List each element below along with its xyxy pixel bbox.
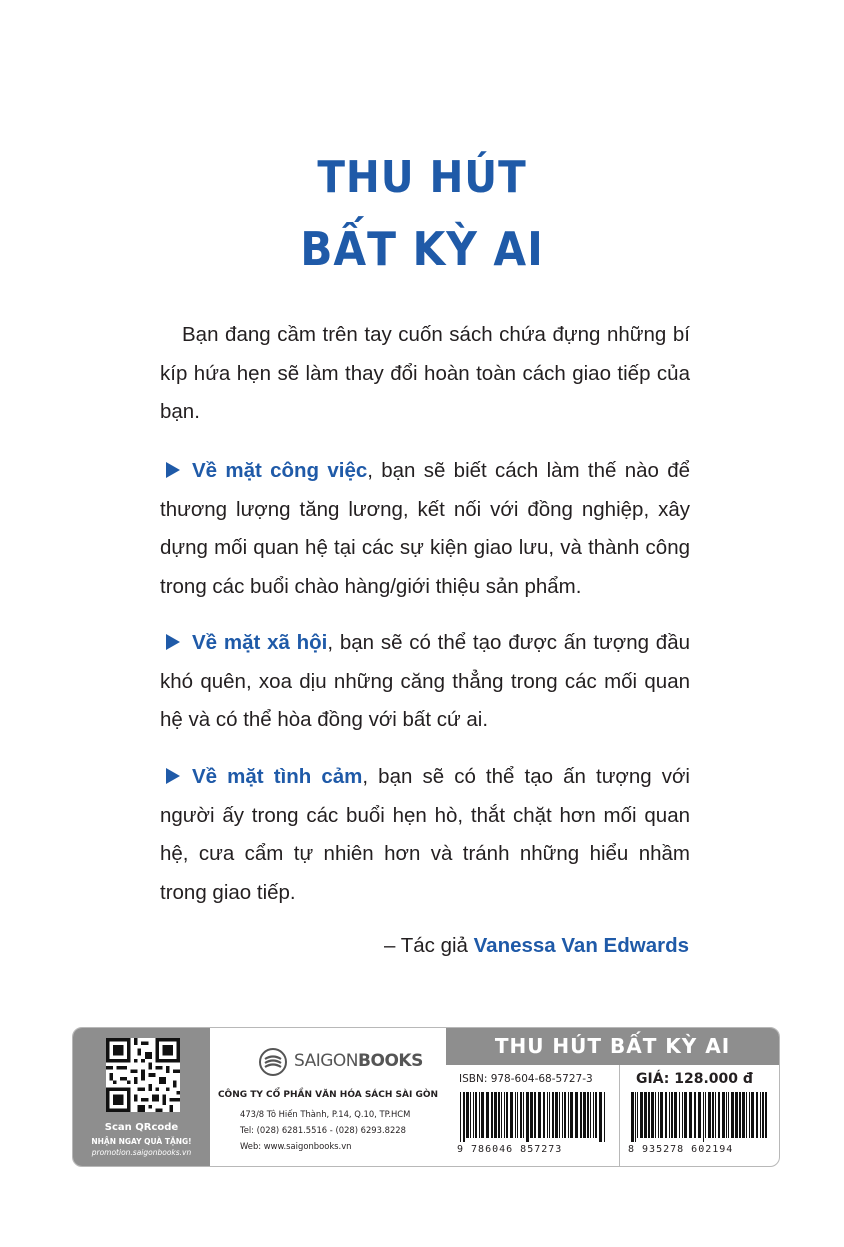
barcode-bar — [715, 1092, 716, 1138]
barcode-bar — [698, 1092, 701, 1138]
barcode-bar — [671, 1092, 673, 1138]
publisher-phone: Tel: (028) 6281.5516 - (028) 6293.8228 — [240, 1125, 406, 1135]
divider — [619, 1065, 620, 1166]
qr-caption: Scan QRcode — [104, 1122, 179, 1133]
barcode-bar — [722, 1092, 725, 1138]
barcode-bar — [587, 1092, 589, 1138]
barcode-bar — [470, 1092, 471, 1138]
barcode-bar — [475, 1092, 477, 1138]
barcode-bar — [593, 1092, 594, 1138]
barcode-bar — [526, 1092, 529, 1142]
barcode-bar — [739, 1092, 741, 1138]
barcode-bar — [651, 1092, 654, 1138]
author-name: Vanessa Van Edwards — [473, 934, 689, 957]
bullet-heading: Về mặt xã hội — [192, 631, 328, 654]
barcode-bar — [549, 1092, 550, 1138]
barcode-bar — [555, 1092, 558, 1138]
signature-prefix: – Tác giả — [383, 934, 468, 957]
barcode-bar — [760, 1092, 761, 1138]
barcode-bar — [655, 1092, 656, 1138]
price-label: GIÁ: 128.000 đ — [636, 1071, 753, 1087]
barcode-bar — [694, 1092, 696, 1138]
barcode-bar — [538, 1092, 541, 1138]
barcode-bar — [660, 1092, 663, 1138]
barcode-bar — [635, 1092, 636, 1142]
barcode-bar — [712, 1092, 714, 1138]
barcode-bar — [728, 1092, 729, 1138]
barcode-bar — [637, 1092, 638, 1138]
isbn-barcode-number: 9 786046 857273 — [457, 1144, 563, 1155]
barcode-bar — [604, 1092, 605, 1142]
book-title-banner: THU HÚT BẤT KỲ AI — [446, 1028, 779, 1065]
publisher-address: 473/8 Tô Hiến Thành, P.14, Q.10, TP.HCM — [240, 1109, 411, 1119]
barcode-bar — [552, 1092, 554, 1138]
barcode-bar — [595, 1092, 597, 1138]
barcode-bar — [762, 1092, 764, 1138]
barcode-bar — [648, 1092, 650, 1138]
barcode-bar — [751, 1092, 754, 1138]
barcode-bar — [583, 1092, 586, 1138]
publisher-section — [210, 1028, 446, 1166]
barcode-bar — [515, 1092, 516, 1138]
barcode-bar — [473, 1092, 474, 1138]
intro-paragraph: Bạn đang cầm trên tay cuốn sách chứa đựng những bí kíp hứa hẹn sẽ làm thay đổi hoàn toàn cách giao tiếp của bạn. — [160, 323, 690, 423]
barcode-bar — [501, 1092, 502, 1138]
bullet-social — [160, 624, 690, 740]
barcode-bar — [564, 1092, 566, 1138]
barcode-bar — [679, 1092, 680, 1138]
barcode-bar — [631, 1092, 634, 1142]
barcode-bar — [466, 1092, 469, 1138]
barcode-bar — [726, 1092, 727, 1138]
barcode-bar — [703, 1092, 704, 1142]
barcode-bar — [705, 1092, 706, 1138]
logo-wordmark: SAIGONBOOKS — [294, 1051, 423, 1071]
barcode-bar — [460, 1092, 461, 1142]
barcode-bar — [534, 1092, 536, 1138]
bullet-triangle-icon — [166, 634, 180, 650]
bullet-triangle-icon — [166, 768, 180, 784]
barcode-bar — [486, 1092, 489, 1138]
barcode-bar — [562, 1092, 563, 1138]
author-signature — [384, 934, 689, 958]
barcode-bar — [684, 1092, 687, 1138]
barcode-bar — [506, 1092, 508, 1138]
isbn-price-section — [446, 1028, 779, 1166]
barcode-bar — [682, 1092, 683, 1138]
barcode-bar — [669, 1092, 670, 1138]
barcode-bar — [640, 1092, 643, 1138]
bullet-triangle-icon — [166, 462, 180, 478]
barcode-bar — [491, 1092, 493, 1138]
barcode-bar — [580, 1092, 582, 1138]
qr-code-icon — [106, 1038, 180, 1112]
barcode-bar — [590, 1092, 591, 1138]
barcode-bar — [510, 1092, 513, 1138]
barcode-bar — [644, 1092, 647, 1138]
qr-url: promotion.saigonbooks.vn — [91, 1148, 192, 1157]
barcode-bar — [665, 1092, 667, 1138]
barcode-bar — [658, 1092, 659, 1138]
barcode-bar — [746, 1092, 747, 1138]
bullet-heading: Về mặt tình cảm — [192, 765, 363, 788]
bullet-text: , bạn sẽ có thể tạo ấn tượng với người ấy trong các buổi hẹn hò, thắt chặt hơn mối quan hệ, cưa cẩm tự nhiên hơn và tránh những hiểu nhầm trong giao tiếp. — [160, 765, 690, 904]
barcode-bar — [547, 1092, 548, 1138]
barcode-bar — [494, 1092, 497, 1138]
barcode-bar — [756, 1092, 758, 1138]
barcode-bar — [530, 1092, 533, 1138]
barcode-bar — [718, 1092, 720, 1138]
bullet-heading: Về mặt công việc — [192, 459, 368, 482]
bullet-work — [160, 452, 690, 606]
barcode-bar — [568, 1092, 569, 1138]
back-cover-info-panel — [72, 1027, 780, 1167]
barcode-bar — [735, 1092, 738, 1138]
barcode-bar — [463, 1092, 465, 1142]
barcode-bar — [559, 1092, 560, 1138]
barcode-bar — [517, 1092, 518, 1138]
barcode-bar — [479, 1092, 480, 1138]
product-barcode-number: 8 935278 602194 — [628, 1144, 734, 1155]
publisher-website: Web: www.saigonbooks.vn — [240, 1141, 352, 1151]
saigonbooks-logo-icon — [258, 1047, 288, 1077]
book-title-line-1: THU HÚT — [317, 152, 527, 203]
barcode-bar — [523, 1092, 524, 1138]
qr-promo-text: NHẬN NGAY QUÀ TẶNG! — [91, 1137, 192, 1146]
bullet-romance — [160, 758, 690, 912]
qr-section — [73, 1028, 210, 1166]
barcode-bar — [504, 1092, 505, 1138]
barcode-bar — [765, 1092, 767, 1138]
barcode-bar — [742, 1092, 745, 1138]
barcode-bar — [689, 1092, 692, 1138]
bullet-text: , bạn sẽ biết cách làm thế nào để thương lượng tăng lương, kết nối với đồng nghiệp, xây dựng mối quan hệ tại các sự kiện giao lưu, và thành công trong các buổi chào hàng/giới thiệu sản phẩm. — [160, 459, 690, 598]
barcode-bar — [570, 1092, 573, 1138]
publisher-logo — [258, 1047, 423, 1077]
barcode-bar — [674, 1092, 677, 1138]
barcode-bar — [498, 1092, 500, 1138]
book-title-line-2: BẤT KỲ AI — [300, 222, 544, 276]
bullet-text: , bạn sẽ có thể tạo được ấn tượng đầu khó quên, xoa dịu những căng thẳng trong các mối quan hệ và có thể hòa đồng với bất cứ ai. — [160, 631, 690, 731]
barcode-bar — [708, 1092, 711, 1138]
isbn-label: ISBN: 978-604-68-5727-3 — [459, 1073, 593, 1085]
barcode-bar — [520, 1092, 522, 1138]
barcode-bar — [731, 1092, 734, 1138]
barcode-bar — [575, 1092, 578, 1138]
isbn-barcode — [458, 1092, 608, 1142]
product-barcode — [629, 1092, 769, 1142]
publisher-name: CÔNG TY CỔ PHẦN VĂN HÓA SÁCH SÀI GÒN — [217, 1090, 439, 1100]
barcode-bar — [749, 1092, 750, 1138]
barcode-bar — [543, 1092, 545, 1138]
barcode-bar — [599, 1092, 602, 1142]
barcode-bar — [481, 1092, 484, 1138]
